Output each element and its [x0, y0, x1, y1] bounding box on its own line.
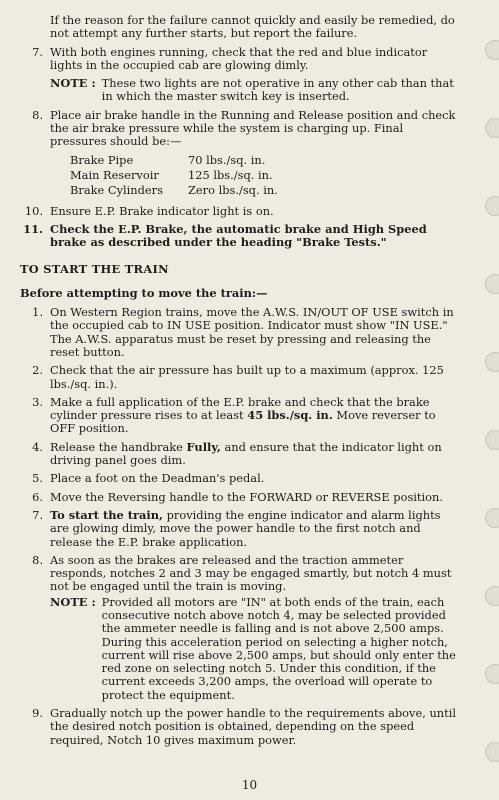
- item-number: 8.: [32, 552, 43, 567]
- list-item: [20, 441, 462, 468]
- item-number: 8.: [32, 107, 43, 122]
- pressure-label: Main Reservoir: [70, 167, 159, 182]
- section-heading: TO START THE TRAIN: [20, 262, 169, 277]
- item-body: Place air brake handle in the Running and Release position and check the air brake pressure while the system is charging up. Final pressures should be:—: [50, 107, 456, 149]
- list-item: [20, 223, 462, 250]
- item-number: 9.: [32, 706, 43, 721]
- note-label: NOTE :: [50, 594, 96, 609]
- pressure-value: Zero lbs./sq. in.: [188, 183, 278, 198]
- note-block: [20, 77, 462, 104]
- item-text: [50, 109, 462, 205]
- item-emphasis: To start the train,: [50, 507, 163, 522]
- item-text-part: and ensure that the indicator light on driving panel goes dim.: [50, 439, 442, 468]
- item-number: 3.: [32, 394, 43, 409]
- item-text: As soon as the brakes are released and the traction ammeter responds, notches 2 and 3 may be engaged smartly, but notch 4 must not be engaged until the train is moving.: [50, 552, 452, 594]
- binder-hole: [485, 274, 499, 294]
- list-item: [20, 306, 462, 359]
- item-text-part: Move reverser to OFF position.: [50, 408, 436, 436]
- item-number: 6.: [32, 489, 43, 504]
- list-item: [20, 109, 462, 205]
- binder-hole: [485, 742, 499, 762]
- section-subheading: Before attempting to move the train:—: [20, 285, 268, 300]
- item-text: Check the E.P. Brake, the automatic brake and High Speed brake as described under the heading "Brake Tests.": [50, 221, 427, 250]
- list-item: [20, 509, 462, 549]
- binder-hole: [485, 586, 499, 606]
- list-item: [20, 491, 462, 504]
- list-item: [20, 472, 462, 485]
- list-item: [20, 205, 462, 218]
- pressure-row: [70, 168, 278, 183]
- binder-hole: [485, 352, 499, 372]
- item-text: [50, 396, 462, 436]
- item-text: Place a foot on the Deadman's pedal.: [50, 471, 265, 486]
- pressure-table: [70, 153, 278, 199]
- intro-paragraph: If the reason for the failure cannot quickly and easily be remedied, do not attempt any further starts, but report the failure.: [50, 13, 455, 41]
- item-number: 11.: [23, 221, 43, 236]
- item-number: 4.: [32, 439, 43, 454]
- item-text: Check that the air pressure has built up to a maximum (approx. 125 lbs./sq. in.).: [50, 363, 444, 391]
- item-text: Move the Reversing handle to the FORWARD or REVERSE position.: [50, 489, 443, 504]
- note-text: These two lights are not operative in any other cab than that in which the master switch key is inserted.: [101, 76, 454, 104]
- page-number: 10: [241, 778, 258, 792]
- binder-holes: [473, 0, 499, 800]
- list-item: [20, 554, 462, 594]
- pressure-label: Brake Pipe: [70, 152, 134, 167]
- binder-hole: [485, 430, 499, 450]
- item-text: On Western Region trains, move the A.W.S. IN/OUT OF USE switch in the occupied cab to IN USE position. Indicator must show "IN USE." The A.W.S. apparatus must be reset by pressing and releasing the reset button.: [50, 305, 454, 359]
- binder-hole: [485, 40, 499, 60]
- list-item: [20, 364, 462, 391]
- item-number: 5.: [32, 471, 43, 486]
- item-text-part: Make a full application of the E.P. brake and check that the brake cylinder pressure rises to at least: [50, 394, 430, 423]
- binder-hole: [485, 118, 499, 138]
- item-text: Ensure E.P. Brake indicator light is on.: [50, 203, 274, 218]
- note-block: [20, 596, 462, 702]
- binder-hole: [485, 664, 499, 684]
- binder-hole: [485, 508, 499, 528]
- item-text: Gradually notch up the power handle to the requirements above, until the desired notch position is obtained, depending on the speed required, Notch 10 gives maximum power.: [50, 706, 456, 747]
- pressure-row: [70, 153, 278, 168]
- item-number: 10.: [24, 203, 43, 218]
- list-item: [20, 707, 462, 747]
- item-text-part: Release the handbrake: [50, 439, 187, 454]
- item-number: 2.: [32, 363, 43, 378]
- item-number: 1.: [32, 305, 43, 320]
- pressure-value: 125 lbs./sq. in.: [188, 167, 273, 182]
- note-text: Provided all motors are "IN" at both ends of the train, each consecutive notch above notch 4, may be selected provided the ammeter needle is falling and is not above 2,500 amps. During this acceleration period on selecting a higher notch, current will rise above 2,500 amps, but should only enter the red zone on selecting notch 5. Under this condition, if the current exceeds 3,200 amps, the overload will operate to protect the equipment.: [101, 594, 456, 702]
- item-text-part: providing the engine indicator and alarm lights are glowing dimly, move the power handle to the first notch and release the E.P. brake application.: [50, 507, 441, 549]
- item-text: [50, 509, 462, 549]
- note-label: NOTE :: [50, 76, 96, 91]
- pressure-row: [70, 183, 278, 198]
- binder-hole: [485, 196, 499, 216]
- list-item: [20, 46, 462, 73]
- item-text: With both engines running, check that the red and blue indicator lights in the occupied cab are glowing dimly.: [50, 44, 428, 72]
- pressure-value: 70 lbs./sq. in.: [188, 152, 266, 167]
- item-number: 7.: [32, 507, 43, 522]
- item-emphasis: 45 lbs./sq. in.: [247, 408, 333, 423]
- page-content: [20, 14, 462, 752]
- item-number: 7.: [32, 44, 43, 59]
- pressure-label: Brake Cylinders: [70, 183, 163, 198]
- item-emphasis: Fully,: [186, 439, 221, 454]
- list-item: [20, 396, 462, 436]
- item-text: [50, 441, 462, 468]
